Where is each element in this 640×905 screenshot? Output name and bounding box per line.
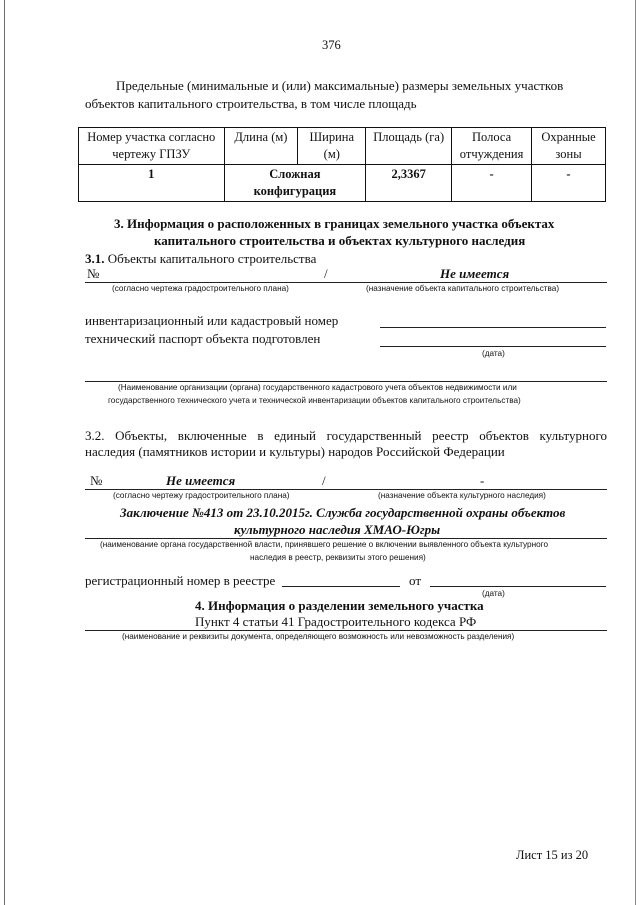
scan-edge-left <box>4 0 5 905</box>
section4-underline <box>85 630 607 631</box>
organization-line <box>85 381 607 382</box>
header-width: Ширина (м) <box>298 128 366 165</box>
heritage-value: Не имеется <box>166 473 236 488</box>
scan-edge-right <box>635 0 636 905</box>
header-area: Площадь (га) <box>366 128 452 165</box>
conclusion-line-2: культурного наследия ХМАО-Югры <box>234 522 441 537</box>
caption-drawing-2: (согласно чертежу градостроительного плана) <box>113 491 290 500</box>
cell-plot-number: 1 <box>79 165 225 202</box>
caption-drawing: (согласно чертежа градостроительного плана) <box>112 284 289 293</box>
subsection-3-2-line-2: наследия (памятников истории и культуры) народов Российской Федерации <box>85 444 505 459</box>
sheet-counter: Лист 15 из 20 <box>516 848 589 862</box>
caption-organization-line-2: государственного технического учета и технической инвентаризации объектов капитального строительства) <box>108 396 521 405</box>
capital-object-underline <box>85 282 607 283</box>
tech-passport-label: технический паспорт объекта подготовлен <box>85 331 321 346</box>
table-row <box>79 165 606 202</box>
inventory-number-line <box>380 327 606 328</box>
table-header-row <box>79 128 606 165</box>
caption-purpose-2: (назначение объекта культурного наследия) <box>378 491 546 500</box>
capital-object-number-sign: № <box>87 266 100 281</box>
registration-from-label: от <box>409 573 422 588</box>
page-number: 376 <box>322 38 341 52</box>
tech-passport-line <box>380 346 606 347</box>
subsection-3-1: 3.1. Объекты капитального строительства <box>85 251 317 266</box>
heritage-slash: / <box>322 473 326 488</box>
header-strip: Полоса отчуждения <box>452 128 532 165</box>
section4-title: 4. Информация о разделении земельного участка <box>195 598 484 613</box>
inventory-number-label: инвентаризационный или кадастровый номер <box>85 313 339 328</box>
cell-length: Сложная конфигурация <box>224 165 366 202</box>
heritage-purpose-dash: - <box>480 473 485 488</box>
heritage-underline <box>85 489 607 490</box>
section4-value: Пункт 4 статьи 41 Градостроительного кодекса РФ <box>195 614 477 629</box>
cell-strip: - <box>452 165 532 202</box>
section4-caption: (наименование и реквизиты документа, определяющего возможность или невозможность разделения) <box>122 632 515 641</box>
section3-title-line-1: 3. Информация о расположенных в границах земельного участка объектах <box>114 216 555 231</box>
conclusion-line-1: Заключение №413 от 23.10.2015г. Служба государственной охраны объектов <box>120 505 566 520</box>
plot-size-table <box>78 127 606 202</box>
caption-authority-line-2: наследия в реестр, реквизиты этого решения) <box>250 553 426 562</box>
caption-date-1: (дата) <box>482 349 505 358</box>
registration-number-label: регистрационный номер в реестре <box>85 573 276 588</box>
header-zones: Охранные зоны <box>532 128 606 165</box>
caption-authority-line-1: (наименование органа государственной власти, принявшего решение о включении выявленного объекта культурного <box>100 540 549 549</box>
conclusion-underline <box>85 538 607 539</box>
capital-object-slash: / <box>324 266 328 281</box>
cell-zones: - <box>532 165 606 202</box>
heritage-number-sign: № <box>90 473 103 488</box>
cell-area: 2,3367 <box>366 165 452 202</box>
registration-number-line <box>282 586 400 587</box>
subsection-3-2-line-1: 3.2. Объекты, включенные в единый государственный реестр объектов культурного <box>85 428 607 443</box>
header-length: Длина (м) <box>224 128 298 165</box>
capital-object-value: Не имеется <box>440 266 510 281</box>
intro-line-1: Предельные (минимальные и (или) максимальные) размеры земельных участков <box>116 78 564 93</box>
registration-date-line <box>430 586 606 587</box>
section3-title-line-2: капитального строительства и объектах культурного наследия <box>154 233 526 248</box>
header-plot-number: Номер участка согласно чертежу ГПЗУ <box>79 128 225 165</box>
intro-line-2: объектов капитального строительства, в том числе площадь <box>85 96 417 111</box>
caption-purpose: (назначение объекта капитального строительства) <box>366 284 560 293</box>
caption-organization-line-1: (Наименование организации (органа) государственного кадастрового учета объектов недвижимости или <box>118 383 517 392</box>
caption-date-2: (дата) <box>482 589 505 598</box>
